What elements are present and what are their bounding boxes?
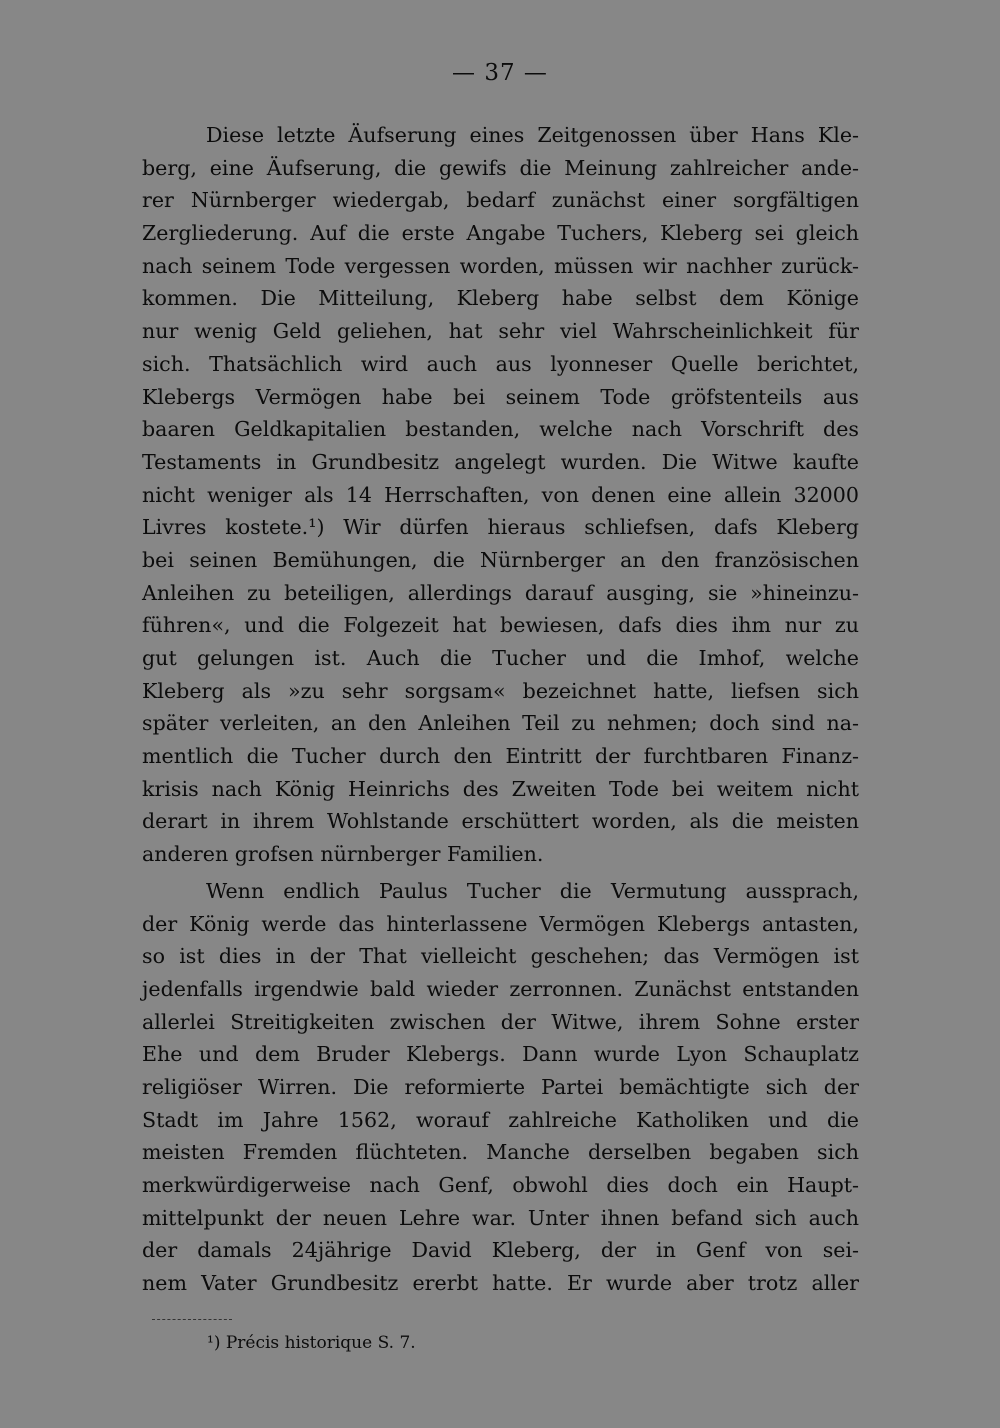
text-line: rer Nürnberger wiedergab, bedarf zunächst einer sorgfältigen xyxy=(142,188,859,213)
text-line: gut gelungen ist. Auch die Tucher und die Imhof, welche xyxy=(142,646,859,670)
text-line: meisten Fremden flüchteten. Manche derselben begaben sich xyxy=(142,1140,859,1165)
text-line: Livres kostete.¹) Wir dürfen hieraus schliefsen, dafs Kleberg xyxy=(142,515,859,540)
text-line: nicht weniger als 14 Herrschaften, von denen eine allein 32000 xyxy=(142,482,859,507)
text-line: nur wenig Geld geliehen, hat sehr viel Wahrscheinlichkeit für xyxy=(142,319,859,344)
text-line: der König werde das hinterlassene Vermögen Klebergs antasten, xyxy=(142,911,859,936)
text-line: Testaments in Grundbesitz angelegt wurden. Die Witwe kaufte xyxy=(142,449,859,474)
text-line: mittelpunkt der neuen Lehre war. Unter ihnen befand sich auch xyxy=(142,1205,859,1230)
text-line: allerlei Streitigkeiten zwischen der Witwe, ihrem Sohne erster xyxy=(142,1009,859,1034)
text-line: sich. Thatsächlich wird auch aus lyonneser Quelle berichtet, xyxy=(142,351,859,376)
text-line: Diese letzte Äufserung eines Zeitgenossen über Hans Kle- xyxy=(206,123,859,147)
text-line: führen«, und die Folgezeit hat bewiesen, dafs dies ihm nur zu xyxy=(142,613,859,638)
text-line: jedenfalls irgendwie bald wieder zerronnen. Zunächst entstanden xyxy=(142,976,859,1001)
text-line: Ehe und dem Bruder Klebergs. Dann wurde Lyon Schauplatz xyxy=(142,1042,859,1067)
text-line: so ist dies in der That vielleicht geschehen; das Vermögen ist xyxy=(142,944,859,969)
text-line: bei seinen Bemühungen, die Nürnberger an den französischen xyxy=(142,547,859,572)
text-line: nem Vater Grundbesitz ererbt hatte. Er wurde aber trotz aller xyxy=(142,1271,859,1296)
body-text xyxy=(142,119,859,1300)
page-number: — 37 — xyxy=(452,60,548,86)
text-line: der damals 24jährige David Kleberg, der in Genf von sei- xyxy=(142,1238,859,1263)
text-line: mentlich die Tucher durch den Eintritt der furchtbaren Finanz- xyxy=(142,744,859,769)
text-line: nach seinem Tode vergessen worden, müssen wir nachher zurück- xyxy=(142,253,859,278)
text-line: derart in ihrem Wohlstande erschüttert worden, als die meisten xyxy=(142,809,859,834)
text-line: berg, eine Äufserung, die gewifs die Meinung zahlreicher ande- xyxy=(142,155,859,180)
text-line: anderen grofsen nürnberger Familien. xyxy=(142,842,544,867)
footnote-separator xyxy=(152,1319,232,1320)
text-line: kommen. Die Mitteilung, Kleberg habe selbst dem Könige xyxy=(142,286,859,311)
text-line: Stadt im Jahre 1562, worauf zahlreiche Katholiken und die xyxy=(142,1107,859,1132)
footnote: ¹) Précis historique S. 7. xyxy=(207,1333,416,1353)
text-line: baaren Geldkapitalien bestanden, welche nach Vorschrift des xyxy=(142,417,859,442)
text-line: Kleberg als »zu sehr sorgsam« bezeichnet hatte, liefsen sich xyxy=(142,678,859,703)
paragraph-1 xyxy=(142,119,859,871)
paragraph-2 xyxy=(142,875,859,1300)
text-line: merkwürdigerweise nach Genf, obwohl dies doch ein Haupt- xyxy=(142,1173,859,1197)
text-line: Wenn endlich Paulus Tucher die Vermutung aussprach, xyxy=(206,878,859,903)
text-line: Anleihen zu beteiligen, allerdings darauf ausging, sie »hineinzu- xyxy=(142,580,859,605)
text-line: später verleiten, an den Anleihen Teil zu nehmen; doch sind na- xyxy=(142,711,859,736)
text-line: Klebergs Vermögen habe bei seinem Tode gröfstenteils aus xyxy=(142,384,859,409)
text-line: krisis nach König Heinrichs des Zweiten Tode bei weitem nicht xyxy=(142,776,859,801)
text-line: religiöser Wirren. Die reformierte Partei bemächtigte sich der xyxy=(142,1074,859,1099)
text-line: Zergliederung. Auf die erste Angabe Tuchers, Kleberg sei gleich xyxy=(142,221,859,246)
